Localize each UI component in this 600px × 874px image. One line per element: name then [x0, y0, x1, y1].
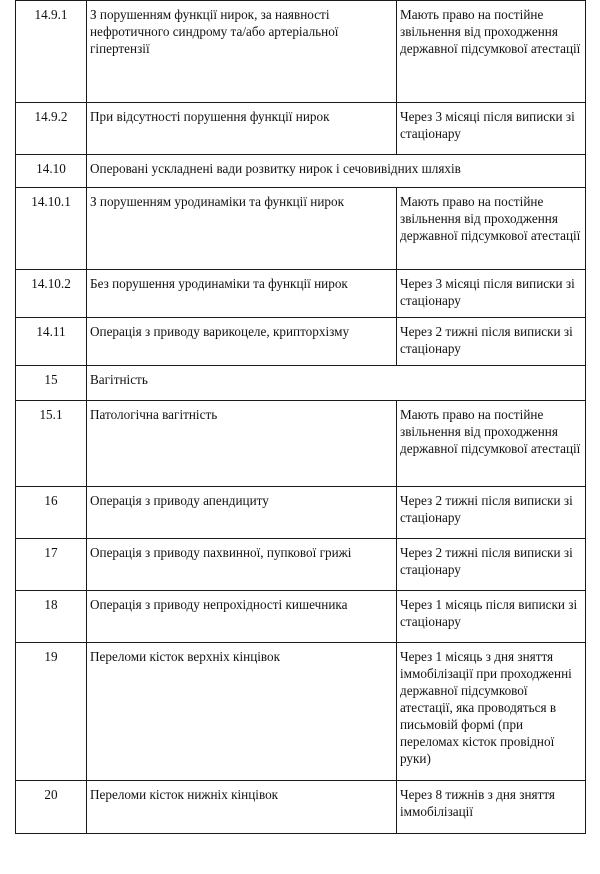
row-condition: Операція з приводу варикоцеле, крипторхізму [87, 318, 397, 366]
row-note: Через 3 місяці після виписки зі стаціонару [397, 270, 586, 318]
row-note: Через 2 тижні після виписки зі стаціонару [397, 487, 586, 539]
table-row [16, 318, 586, 366]
table-row [16, 539, 586, 591]
row-condition: Без порушення уродинаміки та функції нирок [87, 270, 397, 318]
row-number: 15 [16, 366, 87, 401]
row-number: 14.10 [16, 155, 87, 188]
row-note: Через 2 тижні після виписки зі стаціонару [397, 318, 586, 366]
row-number: 18 [16, 591, 87, 643]
table-row [16, 643, 586, 781]
row-condition: Переломи кісток верхніх кінцівок [87, 643, 397, 781]
medical-exemption-table [15, 0, 586, 834]
table-row [16, 591, 586, 643]
row-note: Мають право на постійне звільнення від проходження державної підсумкової атестації [397, 401, 586, 487]
table-row [16, 155, 586, 188]
table-row [16, 188, 586, 270]
row-note: Через 2 тижні після виписки зі стаціонару [397, 539, 586, 591]
row-number: 14.9.2 [16, 103, 87, 155]
row-number: 17 [16, 539, 87, 591]
row-note: Через 1 місяць після виписки зі стаціонару [397, 591, 586, 643]
row-condition: Операція з приводу апендициту [87, 487, 397, 539]
row-number: 19 [16, 643, 87, 781]
row-number: 16 [16, 487, 87, 539]
row-condition: Операція з приводу пахвинної, пупкової грижі [87, 539, 397, 591]
row-condition: При відсутності порушення функції нирок [87, 103, 397, 155]
row-section-heading: Оперовані ускладнені вади розвитку нирок і сечовивідних шляхів [87, 155, 586, 188]
table-row [16, 487, 586, 539]
row-number: 14.10.2 [16, 270, 87, 318]
row-note: Мають право на постійне звільнення від проходження державної підсумкової атестації [397, 1, 586, 103]
row-note: Через 8 тижнів з дня зняття іммобілізації [397, 781, 586, 834]
table-row [16, 1, 586, 103]
row-number: 15.1 [16, 401, 87, 487]
row-condition: З порушенням функції нирок, за наявності нефротичного синдрому та/або артеріальної гіпертензії [87, 1, 397, 103]
row-condition: Переломи кісток нижніх кінцівок [87, 781, 397, 834]
row-note: Через 3 місяці після виписки зі стаціонару [397, 103, 586, 155]
table-row [16, 103, 586, 155]
row-number: 14.10.1 [16, 188, 87, 270]
table-row [16, 401, 586, 487]
table-row [16, 270, 586, 318]
row-number: 20 [16, 781, 87, 834]
row-note: Через 1 місяць з дня зняття іммобілізації при проходженні державної підсумкової атестації, яка проводяться в письмовій формі (при переломах кісток провідної руки) [397, 643, 586, 781]
row-condition: З порушенням уродинаміки та функції нирок [87, 188, 397, 270]
row-condition: Патологічна вагітність [87, 401, 397, 487]
row-note: Мають право на постійне звільнення від проходження державної підсумкової атестації [397, 188, 586, 270]
table-row [16, 366, 586, 401]
table-row [16, 781, 586, 834]
row-section-heading: Вагітність [87, 366, 586, 401]
row-number: 14.11 [16, 318, 87, 366]
row-number: 14.9.1 [16, 1, 87, 103]
row-condition: Операція з приводу непрохідності кишечника [87, 591, 397, 643]
